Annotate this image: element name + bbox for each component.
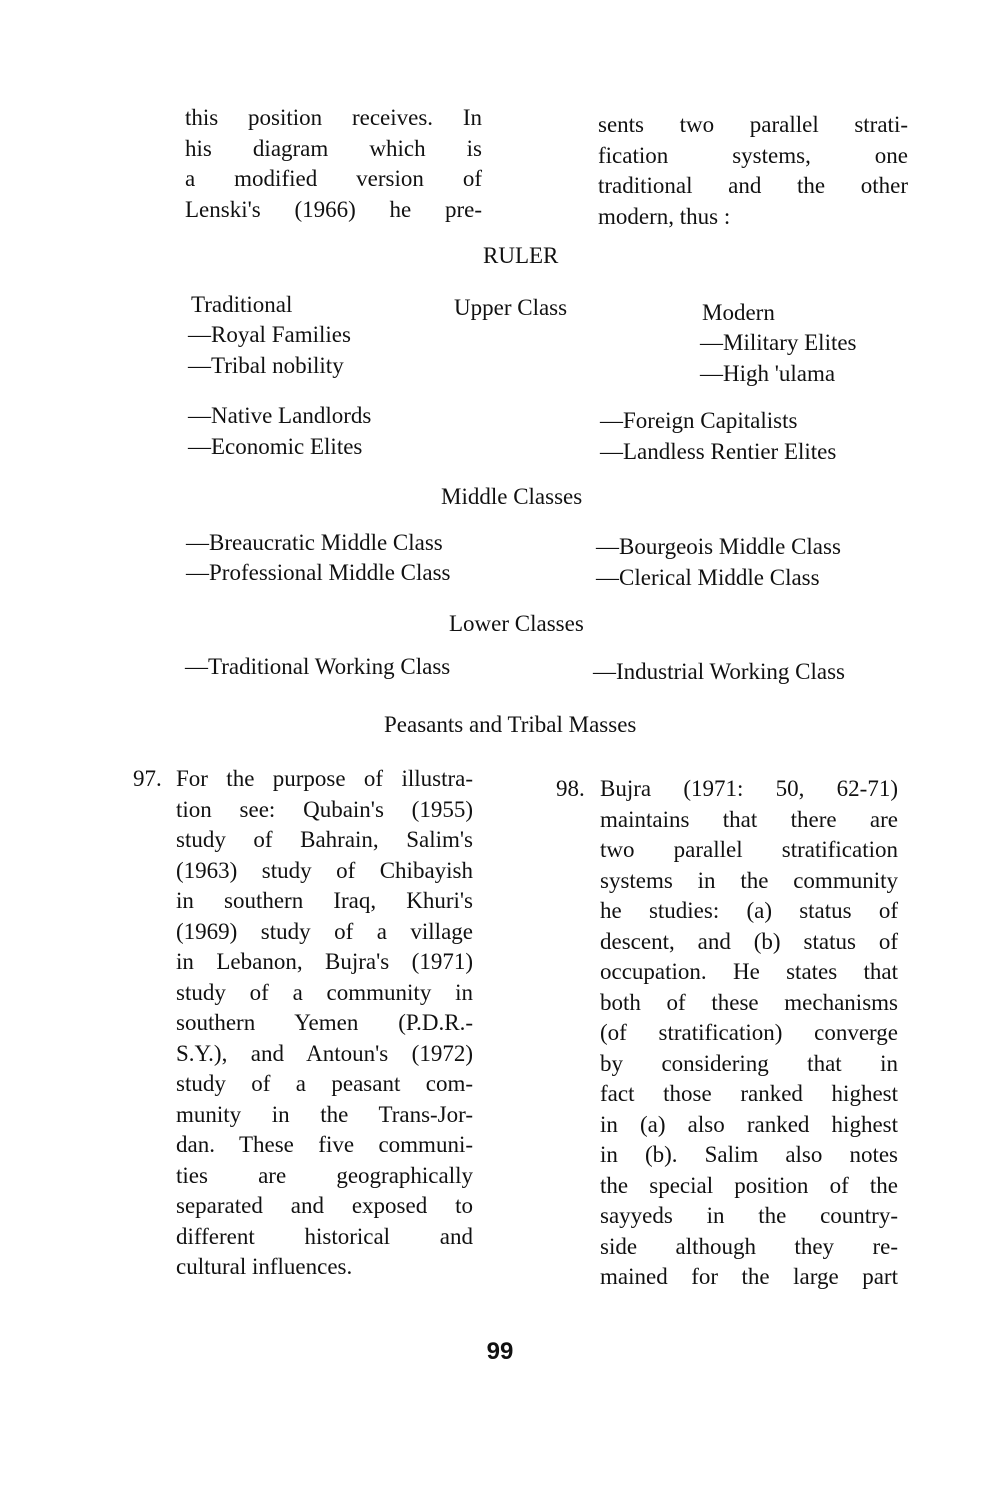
diagram-upper-left-item: —Native Landlords: [188, 403, 372, 428]
page-number: 99: [486, 1338, 514, 1365]
text-line: side although they re-: [600, 1233, 898, 1259]
diagram-upper-left-item: —Economic Elites: [188, 434, 363, 459]
text-line: For the purpose of illustra-: [176, 766, 473, 791]
diagram-upper-class: Upper Class: [454, 295, 568, 320]
diagram-upper-right-item: —Landless Rentier Elites: [600, 439, 837, 464]
text-line: modern, thus :: [598, 203, 731, 229]
text-line: his diagram which is: [185, 135, 482, 161]
diagram-traditional-heading: Traditional: [191, 292, 293, 317]
text-line: two parallel stratification: [600, 837, 898, 862]
text-line: by considering that in: [600, 1050, 898, 1076]
text-line: he studies: (a) status of: [600, 898, 898, 923]
diagram-middle-left-item: —Breaucratic Middle Class: [186, 530, 443, 555]
text-line: in Lebanon, Bujra's (1971): [176, 949, 473, 974]
text-line: separated and exposed to: [176, 1193, 473, 1218]
text-line: study of a peasant com-: [176, 1071, 473, 1096]
text-line: in (b). Salim also notes: [600, 1142, 898, 1167]
diagram-middle-right-item: —Bourgeois Middle Class: [596, 534, 841, 559]
text-line: in southern Iraq, Khuri's: [176, 888, 473, 913]
note-98-text: [600, 774, 898, 1293]
diagram-lower-right-item: —Industrial Working Class: [593, 659, 845, 684]
intro-right-paragraph: [598, 110, 908, 232]
diagram-traditional-item: —Royal Families: [188, 322, 351, 347]
text-line: both of these mechanisms: [600, 989, 898, 1015]
note-97-text: [176, 764, 473, 1283]
text-line: Bujra (1971: 50, 62-71): [600, 776, 898, 801]
text-line: study of Bahrain, Salim's: [176, 827, 473, 852]
text-line: cultural influences.: [176, 1254, 353, 1279]
text-line: (1969) study of a village: [176, 918, 473, 944]
text-line: tion see: Qubain's (1955): [176, 796, 473, 822]
text-line: this position receives. In: [185, 105, 482, 130]
text-line: fact those ranked highest: [600, 1081, 898, 1106]
text-line: southern Yemen (P.D.R.-: [176, 1010, 473, 1035]
diagram-peasants-tribal: Peasants and Tribal Masses: [384, 712, 637, 737]
text-line: systems in the community: [600, 867, 898, 893]
text-line: sayyeds in the country-: [600, 1203, 898, 1228]
text-line: study of a community in: [176, 979, 473, 1005]
diagram-modern-heading: Modern: [702, 300, 775, 325]
note-98-number: 98.: [556, 776, 585, 801]
text-line: mained for the large part: [600, 1264, 898, 1289]
diagram-middle-classes: Middle Classes: [441, 484, 583, 509]
diagram-middle-right-item: —Clerical Middle Class: [596, 565, 820, 590]
text-line: dan. These five communi-: [176, 1132, 473, 1157]
text-line: in (a) also ranked highest: [600, 1111, 898, 1137]
diagram-lower-classes: Lower Classes: [449, 611, 584, 636]
text-line: (of stratification) converge: [600, 1020, 898, 1045]
diagram-modern-item: —Military Elites: [700, 330, 857, 355]
text-line: a modified version of: [185, 166, 482, 191]
text-line: the special position of the: [600, 1172, 898, 1198]
diagram-middle-left-item: —Professional Middle Class: [186, 560, 451, 585]
text-line: (1963) study of Chibayish: [176, 857, 473, 883]
diagram-upper-right-item: —Foreign Capitalists: [600, 408, 798, 433]
text-line: occupation. He states that: [600, 959, 898, 984]
text-line: sents two parallel strati-: [598, 112, 908, 137]
diagram-ruler: RULER: [483, 243, 559, 268]
intro-left-paragraph: [185, 103, 482, 225]
text-line: traditional and the other: [598, 173, 908, 198]
text-line: munity in the Trans-Jor-: [176, 1101, 473, 1127]
note-97-number: 97.: [133, 766, 162, 791]
diagram-modern-item: —High 'ulama: [700, 361, 836, 386]
text-line: Lenski's (1966) he pre-: [185, 196, 482, 222]
text-line: different historical and: [176, 1223, 473, 1249]
text-line: ties are geographically: [176, 1162, 473, 1188]
text-line: maintains that there are: [600, 806, 898, 832]
text-line: S.Y.), and Antoun's (1972): [176, 1040, 473, 1066]
text-line: descent, and (b) status of: [600, 928, 898, 954]
diagram-lower-left-item: —Traditional Working Class: [185, 654, 451, 679]
text-line: fication systems, one: [598, 142, 908, 168]
diagram-traditional-item: —Tribal nobility: [188, 353, 344, 378]
